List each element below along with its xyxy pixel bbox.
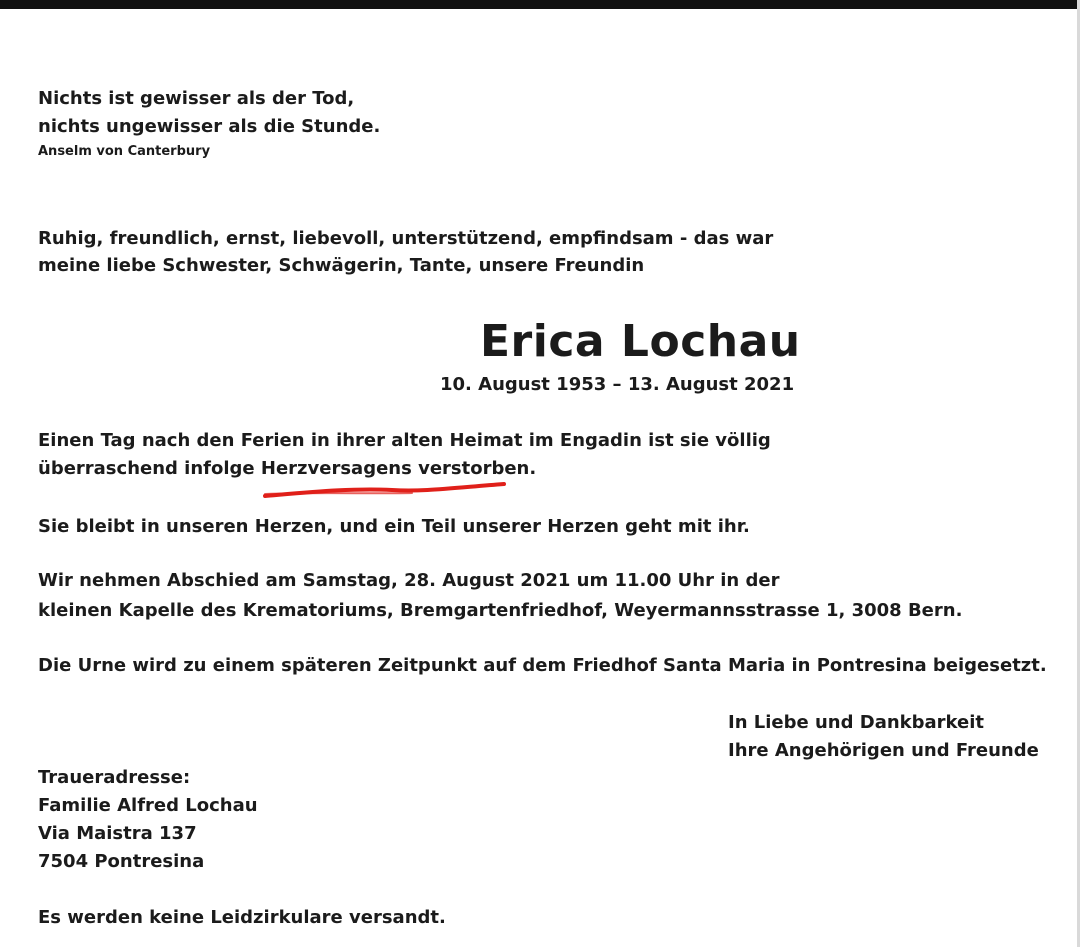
red-underline-mark xyxy=(262,480,507,502)
signature-line-2: Ihre Angehörigen und Freunde xyxy=(728,740,1039,761)
signature-line-1: In Liebe und Dankbarkeit xyxy=(728,712,985,733)
address-city: 7504 Pontresina xyxy=(38,851,205,872)
top-border xyxy=(0,0,1080,9)
closing-note: Es werden keine Leidzirkulare versandt. xyxy=(38,907,446,928)
quote-line-1: Nichts ist gewisser als der Tod, xyxy=(38,88,355,109)
paragraph-1-line-2: überraschend infolge Herzversagens verstorben. xyxy=(38,458,537,479)
paragraph-4: Die Urne wird zu einem späteren Zeitpunkt auf dem Friedhof Santa Maria in Pontresina beigesetzt. xyxy=(38,655,1047,676)
address-street: Via Maistra 137 xyxy=(38,823,197,844)
address-name: Familie Alfred Lochau xyxy=(38,795,258,816)
address-label: Traueradresse: xyxy=(38,767,191,788)
intro-line-2: meine liebe Schwester, Schwägerin, Tante, unsere Freundin xyxy=(38,255,645,276)
quote-author: Anselm von Canterbury xyxy=(38,144,211,159)
deceased-name: Erica Lochau xyxy=(480,316,801,367)
paragraph-3-line-2: kleinen Kapelle des Krematoriums, Bremgartenfriedhof, Weyermannsstrasse 1, 3008 Bern. xyxy=(38,600,963,621)
paragraph-1-line-1: Einen Tag nach den Ferien in ihrer alten Heimat im Engadin ist sie völlig xyxy=(38,430,771,451)
deceased-dates: 10. August 1953 – 13. August 2021 xyxy=(440,374,795,395)
paragraph-3-line-1: Wir nehmen Abschied am Samstag, 28. August 2021 um 11.00 Uhr in der xyxy=(38,570,780,591)
quote-line-2: nichts ungewisser als die Stunde. xyxy=(38,116,381,137)
paragraph-2: Sie bleibt in unseren Herzen, und ein Teil unserer Herzen geht mit ihr. xyxy=(38,516,750,537)
intro-line-1: Ruhig, freundlich, ernst, liebevoll, unterstützend, empfindsam - das war xyxy=(38,228,774,249)
